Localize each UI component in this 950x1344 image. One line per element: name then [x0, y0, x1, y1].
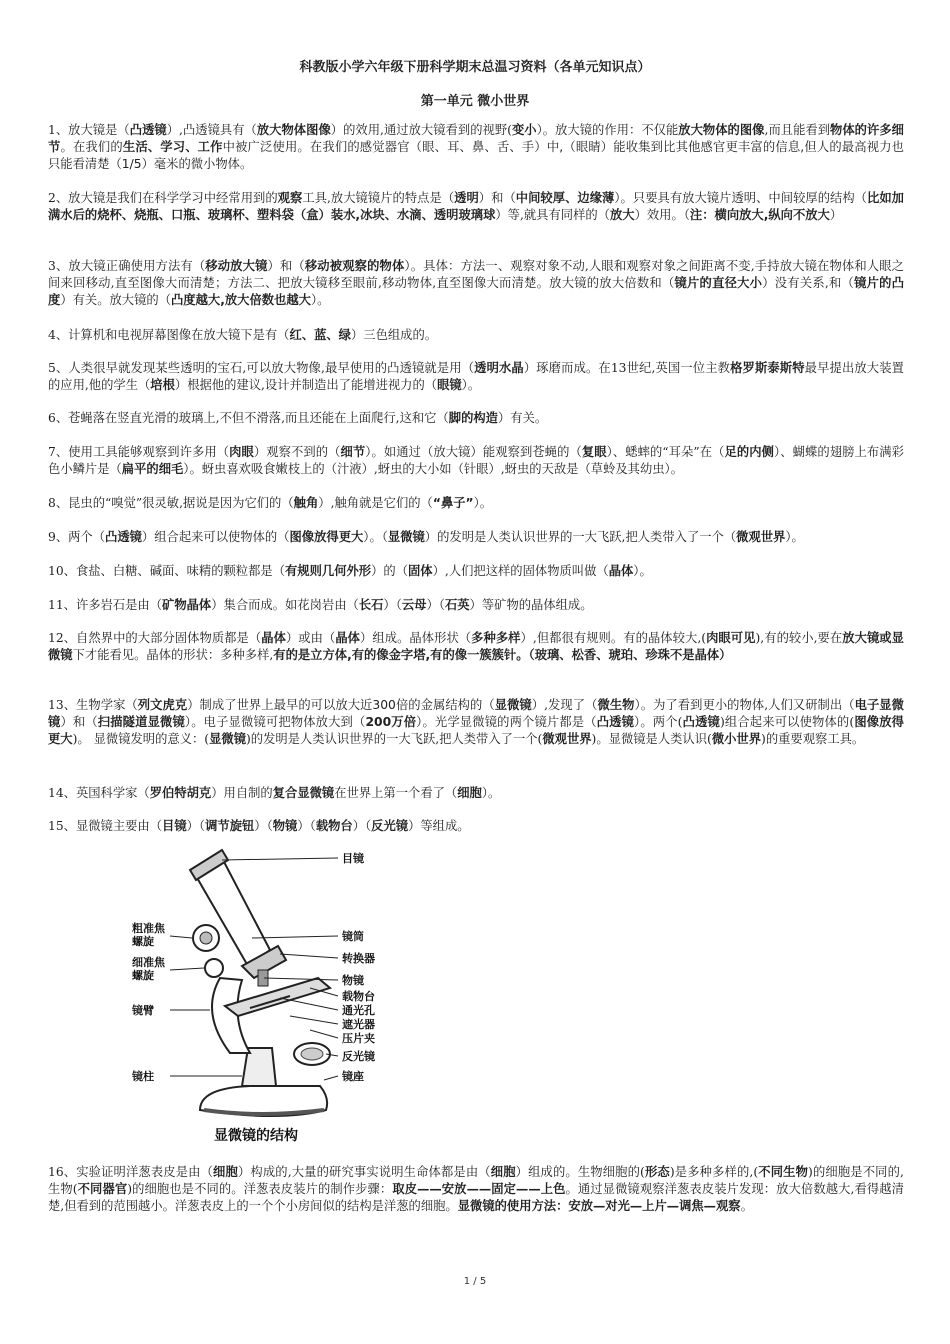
label-objective: 物镜	[342, 974, 364, 987]
bold-text-segment: 复眼	[581, 445, 607, 459]
label-mirror: 反光镜	[342, 1050, 375, 1063]
text-segment: 下才能看见。晶体的形状：多种多样,	[72, 648, 274, 662]
bold-text-segment: 眼镜	[437, 378, 462, 392]
text-segment: 在世界上第一个看了（	[334, 786, 458, 800]
text-segment: 中被广泛使用。	[222, 140, 310, 154]
text-segment: ）等,就具有同样的（	[495, 208, 610, 222]
text-segment: ）用自制的	[211, 786, 273, 800]
bold-text-segment: 凸透镜	[682, 715, 720, 729]
bold-text-segment: 有规则几何外形	[285, 564, 372, 578]
text-segment: ）三色组成的。	[350, 328, 438, 342]
bold-text-segment: 微观世界	[736, 530, 786, 544]
text-segment: )是多种多样的,(	[669, 1165, 759, 1179]
bold-text-segment: 细胞	[457, 786, 482, 800]
paragraph-15	[48, 818, 904, 835]
text-segment: ）。	[461, 378, 481, 392]
bold-text-segment: 矿物晶体	[162, 598, 212, 612]
paragraph-1	[48, 122, 904, 173]
paragraph-10	[48, 563, 904, 580]
text-segment: 。通过显微镜观察洋葱表皮装片发现：放大倍数越大,看得越清楚,但看到的范围越小。洋葱表皮上的一个个小房间似的结构是洋葱的细胞。	[48, 1182, 904, 1213]
paragraph-5	[48, 360, 904, 394]
paragraph-2	[48, 190, 904, 224]
paragraph-3	[48, 258, 904, 309]
bold-text-segment: 细节	[340, 445, 366, 459]
text-segment: ）有关。放大镜的（	[60, 293, 171, 307]
text-segment: ）。两个(	[634, 715, 683, 729]
bold-text-segment: 罗伯特胡克	[149, 786, 212, 800]
bold-text-segment: 触角	[293, 496, 319, 510]
bold-text-segment: 红、蓝、绿	[289, 328, 351, 342]
bold-text-segment: 目镜	[162, 819, 187, 833]
bold-text-segment: 扫描隧道显微镜	[97, 715, 185, 729]
text-segment: 11、许多岩石是由（	[48, 598, 163, 612]
document-title: 科教版小学六年级下册科学期末总温习资料（各单元知识点）	[299, 60, 651, 75]
text-segment: 倍的金属结构的（	[395, 698, 495, 712]
bold-text-segment: 观察	[277, 191, 303, 205]
bold-text-segment: “鼻子”	[432, 496, 474, 510]
label-pillar: 镜柱	[132, 1070, 154, 1083]
text-segment: ,而且能看到	[764, 123, 831, 137]
bold-text-segment: 脚的构造	[448, 411, 498, 425]
text-segment: ）或由（	[285, 631, 336, 645]
bold-text-segment: 肉眼	[229, 445, 254, 459]
text-segment: ）组成。晶体形状（	[360, 631, 472, 645]
text-segment: 10、食盐、白糖、碱面、味精的颗粒都是（	[48, 564, 285, 578]
paragraph-14	[48, 785, 904, 802]
text-segment: 工具,放大镜镜片的特点是（	[302, 191, 455, 205]
text-segment: ）。	[785, 530, 804, 544]
bold-text-segment: 不同器官	[77, 1182, 128, 1196]
text-segment: ）,凸透镜具有（	[166, 123, 257, 137]
text-segment: ）（	[426, 598, 445, 612]
bold-text-segment: 晶体	[261, 631, 286, 645]
page-number: 1 / 5	[463, 1276, 487, 1287]
text-segment: 14、英国科学家（	[48, 786, 150, 800]
text-segment: ）根据他的建议,设计并制造出了能增进视力的（	[174, 378, 438, 392]
label-nosepiece: 转换器	[342, 952, 375, 965]
bold-text-segment: 放大物体图像	[256, 123, 331, 137]
bold-text-segment: 显微镜的使用方法：安放—对光—上片—调焦—观察	[457, 1199, 741, 1213]
paragraph-16	[48, 1164, 904, 1215]
bold-text-segment: 复合显微镜	[272, 786, 335, 800]
label-aperture: 通光孔	[342, 1004, 375, 1017]
text-segment: 。	[740, 1199, 753, 1213]
bold-text-segment: 显微镜	[494, 698, 532, 712]
microscope-figure	[130, 848, 390, 1148]
figure-caption: 显微镜的结构	[214, 1128, 298, 1144]
text-segment: )的细胞是不同的,生物(	[48, 1165, 904, 1196]
text-segment: ）和（	[478, 191, 516, 205]
bold-text-segment: 变小	[511, 123, 537, 137]
text-segment: ）。蚜虫喜欢吸食嫩枝上的（汁液）,蚜虫的大小如（针眼）,蚜虫的天敌是（草蛉及其幼虫）。	[183, 462, 683, 476]
paragraph-13	[48, 697, 904, 748]
bold-text-segment: 微小世界	[711, 732, 762, 746]
text-segment: ）。	[481, 786, 501, 800]
text-segment: ）制成了世界上最早的可以放大近	[187, 698, 373, 712]
text-segment: ）效用。（	[634, 208, 690, 222]
text-segment: ）。光学显微镜的两个镜片都是（	[416, 715, 597, 729]
bold-text-segment: 格罗斯泰斯特	[730, 361, 805, 375]
text-segment: ）（	[352, 819, 372, 833]
bold-text-segment: 列文虎克	[137, 698, 188, 712]
bold-text-segment: 云母	[401, 598, 427, 612]
text-segment: ）没有关系,和（	[762, 276, 855, 290]
bold-text-segment: 调节旋钮	[205, 819, 255, 833]
bold-text-segment: 固体	[408, 564, 433, 578]
bold-text-segment: 比如加满水后的烧杯、烧瓶、口瓶、玻璃杯、塑料袋（盒）装水,冰块、水滴、透明玻璃球	[48, 191, 904, 222]
bold-text-segment: 反光镜	[371, 819, 409, 833]
text-segment: ）、蟋蟀的“耳朵”在（	[606, 445, 725, 459]
text-segment: ）。如通过（放大镜）能观察到苍蝇的（	[365, 445, 582, 459]
text-segment: 4、计算机和电视屏幕图像在放大镜下是有（	[48, 328, 290, 342]
text-segment: ）	[829, 208, 843, 222]
text-segment: ）,发现了（	[531, 698, 598, 712]
text-segment: ）琢磨而成。在13世纪,英国一位主教	[523, 361, 731, 375]
bold-text-segment: 显微镜	[387, 530, 425, 544]
label-base: 镜座	[342, 1070, 364, 1083]
text-segment: 16、实验证明洋葱表皮是由（	[48, 1165, 214, 1179]
bold-text-segment: 不同生物	[758, 1165, 809, 1179]
bold-text-segment: 长石	[358, 598, 384, 612]
text-segment: ）观察不到的（	[253, 445, 341, 459]
bold-text-segment: 培根	[150, 378, 175, 392]
text-segment: ）。只要具有放大镜片透明、中间较厚的结构（	[614, 191, 868, 205]
text-segment: 最早提出放大装置的应用,他的学生（	[48, 361, 904, 392]
text-segment: ）（	[254, 819, 273, 833]
text-segment: ）集合而成。如花岗岩由（	[211, 598, 359, 612]
text-segment: ）（	[297, 819, 316, 833]
text-segment: ）、蝴蝶的翅膀上布满彩色小鳞片是（	[48, 445, 904, 476]
bold-text-segment: 凸透镜	[596, 715, 635, 729]
bold-text-segment: 物体的许多细节	[48, 123, 904, 154]
bold-text-segment: 透明	[454, 191, 479, 205]
label-eyepiece: 目镜	[342, 852, 364, 865]
text-segment: ）,但都很有规则。有的晶体较大,(	[520, 631, 707, 645]
text-segment: )的细胞也是不同的。洋葱表皮装片的制作步骤：	[127, 1182, 393, 1196]
text-segment: )的发明是人类认识世界的一大飞跃,把人类带入了一个(	[246, 732, 543, 746]
text-segment: 7、使用工具能够观察到许多用（	[48, 445, 230, 459]
microscope-diagram	[130, 848, 390, 1148]
text-segment: 1、放大镜是（	[48, 123, 130, 137]
text-segment: 2、放大镜是我们在科学学习中经常用到的	[48, 191, 278, 205]
label-coarse-knob: 粗准焦螺旋	[132, 922, 165, 948]
bold-text-segment: 细胞	[213, 1165, 238, 1179]
text-segment: ）和（	[60, 715, 98, 729]
text-segment: ）,触角就是它们的（	[318, 496, 433, 510]
text-segment: ）。	[473, 496, 493, 510]
text-segment: ）等组成。	[408, 819, 470, 833]
unit-title: 第一单元 微小世界	[420, 94, 530, 109]
bold-text-segment: 晶体	[335, 631, 361, 645]
text-segment: ）。放大镜的作用：不仅能	[536, 123, 679, 137]
text-segment: ）。	[633, 564, 652, 578]
bold-text-segment: 放大	[609, 208, 635, 222]
text-segment: 15、显微镜主要由（	[48, 819, 163, 833]
text-segment: 9、两个（	[48, 530, 106, 544]
paragraph-7	[48, 444, 904, 478]
bold-text-segment: 石英	[444, 598, 470, 612]
bold-text-segment: 凸透镜	[129, 123, 167, 137]
bold-text-segment: 移动被观察的物体	[304, 259, 405, 273]
bold-text-segment: 微观世界	[542, 732, 592, 746]
bold-text-segment: 显微镜	[209, 732, 246, 746]
bold-text-segment: 透明水晶	[474, 361, 524, 375]
text-segment: ）的发明是人类认识世界的一大飞跃,把人类带入了一个（	[424, 530, 737, 544]
text-segment: 8、昆虫的“嗅觉”很灵敏,据说是因为它们的（	[48, 496, 294, 510]
text-segment: )。显微镜是人类认识(	[591, 732, 712, 746]
text-segment: ）（	[186, 819, 206, 833]
label-fine-knob: 细准焦螺旋	[132, 956, 165, 982]
text-segment: ）。电子显微镜可把物体放大到（	[184, 715, 366, 729]
bold-text-segment: 注：横向放大,纵向不放大	[689, 208, 830, 222]
bold-text-segment: 生活、学习、工作	[122, 140, 223, 154]
bold-text-segment: 移动放大镜	[205, 259, 268, 273]
text-segment: ）的效用,通过放大镜看到的视野(	[330, 123, 512, 137]
label-arm: 镜臂	[132, 1004, 154, 1017]
text-segment: ）。	[310, 293, 330, 307]
bold-text-segment: 微生物	[597, 698, 635, 712]
text-segment: )。 显微镜发明的意义：(	[72, 732, 210, 746]
text-segment: )组合起来可以使物体的(	[719, 715, 855, 729]
bold-text-segment: 晶体	[608, 564, 634, 578]
text-segment: 300	[372, 698, 396, 712]
text-segment: ）。具体：方法一、观察对象不动,人眼和观察对象之间距离不变,手持放大镜在物体和人眼之间来回移动,直至图像大而清楚；方法二、把放大镜移至眼前,移动物体,直至图像大而清楚。放大镜的放大倍数和（	[48, 259, 904, 290]
paragraph-12	[48, 630, 904, 664]
paragraph-8	[48, 495, 904, 512]
bold-text-segment: 放大物体的图像	[678, 123, 765, 137]
paragraph-4	[48, 327, 904, 344]
text-segment: 。在我们的	[60, 140, 123, 154]
bold-text-segment: 形态	[644, 1165, 670, 1179]
bold-text-segment: 多种多样	[471, 631, 521, 645]
text-segment: ）（	[383, 598, 402, 612]
bold-text-segment: 有的是立方体,有的像金字塔,有的像一簇簇针。（玻璃、松香、琥珀、珍珠不是晶体）	[273, 648, 732, 662]
text-segment: ）有关。	[497, 411, 548, 425]
bold-text-segment: 放大镜或显微镜	[48, 631, 904, 662]
bold-text-segment: 扁平的细毛	[121, 462, 184, 476]
text-segment: 12、自然界中的大部分固体物质都是（	[48, 631, 262, 645]
paragraph-11	[48, 597, 904, 614]
bold-text-segment: 200万倍	[365, 715, 417, 729]
bold-text-segment: 图像放得更大	[289, 530, 364, 544]
bold-text-segment: 载物台	[315, 819, 353, 833]
label-stage-clip: 压片夹	[342, 1032, 375, 1045]
bold-text-segment: 物镜	[272, 819, 298, 833]
label-diaphragm: 遮光器	[342, 1018, 375, 1031]
text-segment: ）组成的。生物细胞的(	[515, 1165, 645, 1179]
paragraph-9	[48, 529, 904, 546]
bold-text-segment: 取皮——安放——固定——上色	[392, 1182, 566, 1196]
bold-text-segment: 镜片的直径大小	[674, 276, 763, 290]
bold-text-segment: 足的内侧	[724, 445, 775, 459]
text-segment: ）等矿物的晶体组成。	[469, 598, 593, 612]
text-segment: 6、苍蝇落在竖直光滑的玻璃上,不但不滑落,而且还能在上面爬行,这和它（	[48, 411, 449, 425]
label-tube: 镜筒	[342, 930, 364, 943]
text-segment: )的重要观察工具。	[761, 732, 865, 746]
bold-text-segment: 电子显微镜	[48, 698, 904, 729]
text-segment: ）组合起来可以使物体的（	[141, 530, 290, 544]
bold-text-segment: 肉眼可见	[706, 631, 756, 645]
bold-text-segment: 凸透镜	[105, 530, 142, 544]
bold-text-segment: 细胞	[490, 1165, 516, 1179]
text-segment: 5、人类很早就发现某些透明的宝石,可以放大物像,最早使用的凸透镜就是用（	[48, 361, 475, 375]
bold-text-segment: 图像放得更大	[48, 715, 904, 746]
text-segment: ）构成的,大量的研究事实说明生命体都是由（	[237, 1165, 491, 1179]
bold-text-segment: 镜片的凸度	[48, 276, 904, 307]
text-segment: ）和（	[267, 259, 305, 273]
text-segment: ）,人们把这样的固体物质叫做（	[432, 564, 609, 578]
text-segment: ）。为了看到更小的物体,人们又研制出（	[634, 698, 855, 712]
text-segment: 在我们的感觉器官（眼、耳、鼻、舌、手）中,（眼睛）能收集到比其他感官更丰富的信息,但人的最高视力也只能看清楚（1/5）毫米的微小物体。	[48, 140, 904, 171]
bold-text-segment: 凸度越大,放大倍数也越大	[171, 293, 311, 307]
text-segment: ),有的较小,要在	[755, 631, 843, 645]
text-segment: ）的（	[371, 564, 408, 578]
text-segment: 3、放大镜正确使用方法有（	[48, 259, 206, 273]
paragraph-6	[48, 410, 904, 427]
text-segment: ）。（	[363, 530, 388, 544]
bold-text-segment: 中间较厚、边缘薄	[515, 191, 615, 205]
label-stage: 载物台	[342, 990, 375, 1003]
text-segment: 13、生物学家（	[48, 698, 138, 712]
